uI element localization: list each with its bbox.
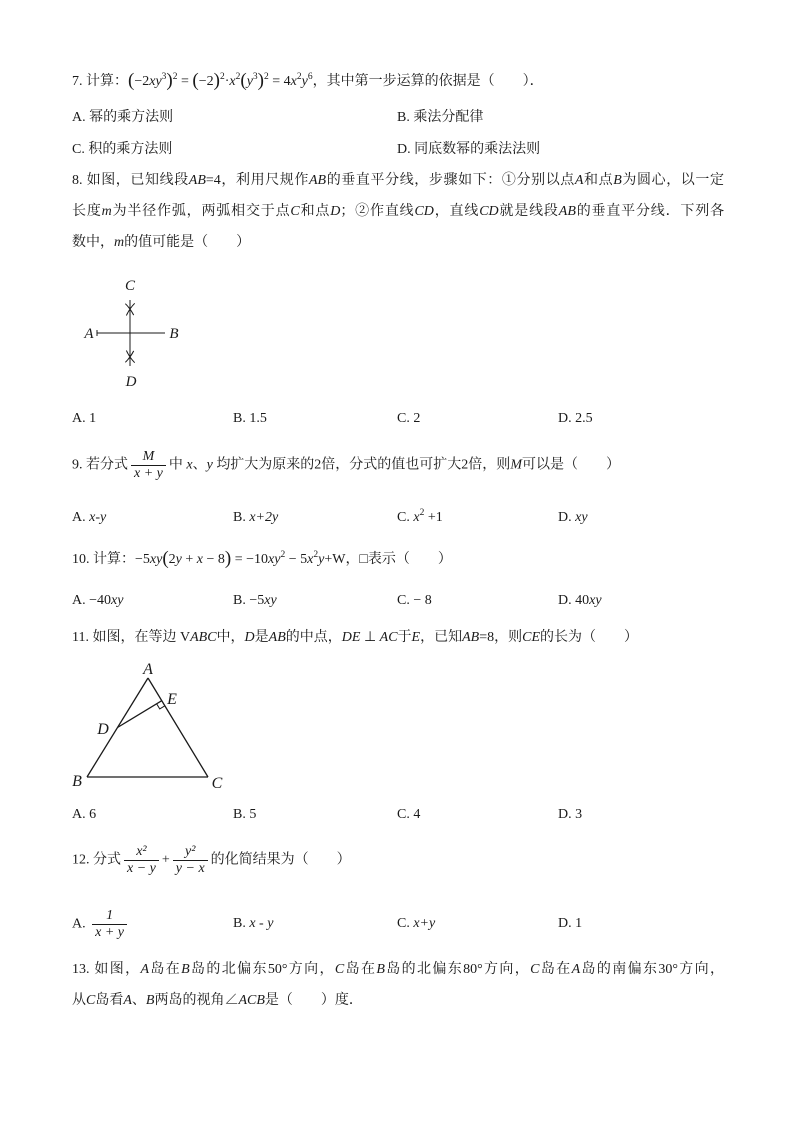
option-b [397, 102, 483, 133]
text-run: 可以是（ ） [521, 457, 620, 473]
fraction-numerator: y² [185, 844, 196, 859]
math-variable: DE [341, 630, 361, 645]
math-variable: E [411, 630, 421, 645]
text-run: = 4 [268, 74, 291, 89]
text-run: 两岛的视角∠ [154, 993, 239, 1008]
superscript: 2 [235, 72, 241, 82]
question-13-stem-line-1 [72, 954, 724, 985]
label-e: E [167, 691, 177, 708]
label-d: D [97, 721, 109, 738]
equilateral-triangle-figure [60, 655, 230, 795]
option-c [397, 585, 432, 616]
text-run: 长度 [72, 204, 102, 219]
math-variable: x+2y [249, 510, 279, 525]
option-c [72, 134, 172, 165]
text-run: · [224, 74, 230, 89]
fraction [92, 908, 127, 941]
text-run: 中 [168, 457, 187, 473]
text-run: A. −40 [72, 593, 112, 608]
option-b [233, 403, 267, 434]
text-run: ，已知 [420, 630, 463, 645]
text-run: =4，利用尺规作 [205, 173, 309, 188]
option-d [558, 908, 582, 939]
option-c [397, 502, 443, 533]
math-variable: CD [414, 204, 434, 219]
superscript: 2 [263, 72, 269, 82]
text-run: 是（ ）度． [264, 993, 363, 1008]
math-bracket: ( [192, 70, 199, 91]
option-d [558, 585, 602, 616]
math-variable: m [114, 235, 125, 250]
text-run: B. [233, 510, 250, 525]
option-c [397, 403, 420, 434]
math-variable: AB [462, 630, 480, 645]
text-run: = [177, 74, 193, 89]
text-run: + [161, 852, 170, 868]
text-run: 9. 若分式 [72, 457, 128, 473]
text-run: 岛的北偏东50°方向， [189, 962, 335, 977]
math-variable: AB [309, 173, 327, 188]
option-a [72, 799, 96, 830]
text-run: = −10 [231, 552, 269, 567]
fraction-denominator: x + y [131, 465, 166, 482]
math-variable: B [376, 962, 385, 977]
text-run: D. 2.5 [558, 411, 593, 426]
math-variable: x [307, 552, 314, 567]
math-bracket: ( [162, 548, 169, 569]
text-run: 中， [216, 630, 245, 645]
math-variable: xy [111, 593, 124, 608]
side-ac [148, 678, 208, 777]
text-run: C. [397, 510, 414, 525]
option-b [233, 799, 256, 830]
question-9-stem [72, 449, 724, 480]
label-d: D [125, 374, 137, 390]
math-variable: M [510, 457, 522, 473]
question-10-stem [72, 544, 724, 575]
math-bracket: ) [166, 70, 173, 91]
text-run: A. 6 [72, 807, 97, 822]
math-bracket: ( [240, 70, 247, 91]
question-7-stem [72, 66, 724, 97]
text-run: D. 3 [558, 807, 583, 822]
text-run: +1 [424, 510, 443, 525]
fraction-numerator: x² [136, 844, 147, 859]
label-c: C [124, 278, 136, 294]
math-variable: m [101, 204, 112, 219]
text-run: 11. 如图，在等边 V [72, 630, 191, 645]
math-variable: C [334, 962, 345, 977]
text-run: A. [72, 510, 90, 525]
fraction [131, 449, 166, 482]
superscript: 2 [313, 550, 319, 560]
math-variable: x - y [249, 916, 274, 931]
text-run: 岛在 [149, 962, 182, 977]
option-d [558, 799, 582, 830]
text-run: 的垂直平分线．下列各 [575, 204, 725, 219]
math-variable: CD [479, 204, 499, 219]
option-b [233, 585, 277, 616]
question-12-stem [72, 844, 724, 875]
text-run: B. 1.5 [233, 411, 267, 426]
superscript: 2 [419, 508, 425, 518]
label-b: B [169, 326, 179, 342]
option-a [72, 502, 106, 533]
text-run: 7. 计算： [72, 74, 128, 89]
text-run: A. 1 [72, 411, 97, 426]
superscript: 2 [219, 72, 225, 82]
label-a: A [143, 661, 153, 678]
fraction-denominator: y − x [173, 860, 208, 877]
math-bracket: ( [128, 70, 135, 91]
text-run: D. 1 [558, 916, 583, 931]
text-run: 的长为（ ） [540, 630, 639, 645]
math-bracket: ) [224, 548, 232, 569]
question-8-stem-line-2 [72, 196, 724, 227]
math-variable: xy [575, 510, 588, 525]
text-run: A. 幂的乘方法则 [72, 110, 174, 125]
math-variable: AB [268, 630, 286, 645]
math-variable: y [206, 457, 213, 473]
text-run: 的中点， [285, 630, 342, 645]
text-run: − 5 [285, 552, 308, 567]
fraction-denominator: x − y [124, 860, 159, 877]
text-run: =8，则 [479, 630, 523, 645]
math-variable: xy [149, 552, 163, 567]
text-run: D. 40 [558, 593, 590, 608]
option-d [558, 502, 588, 533]
option-b [233, 502, 278, 533]
math-variable: x [290, 74, 297, 89]
math-variable: CE [522, 630, 541, 645]
fraction-numerator: M [142, 449, 155, 464]
text-run: 的垂直平分线，步骤如下：①分别以点 [326, 173, 575, 188]
text-run: C. 积的乘方法则 [72, 142, 173, 157]
math-bracket: ) [213, 70, 220, 91]
option-c [397, 799, 420, 830]
math-variable: A [123, 993, 132, 1008]
option-a [72, 102, 173, 133]
label-c: C [211, 775, 223, 792]
math-variable: C [530, 962, 540, 977]
text-run: 10. 计算：−5 [72, 552, 150, 567]
label-b: B [72, 773, 82, 790]
text-run: +W，□表示（ ） [324, 552, 452, 567]
option-c [397, 908, 435, 939]
math-variable: ACB [238, 993, 265, 1008]
superscript: 3 [161, 72, 167, 82]
text-run: 岛在 [539, 962, 572, 977]
math-variable: B [613, 173, 622, 188]
question-8-stem-line-3 [72, 227, 724, 258]
text-run: A. [72, 916, 90, 932]
superscript: 2 [296, 72, 302, 82]
text-run: 2 [168, 552, 176, 567]
text-run: ，其中第一步运算的依据是（ ）． [312, 74, 544, 89]
label-a: A [84, 326, 94, 342]
superscript: 6 [307, 72, 313, 82]
text-run: 、 [131, 993, 146, 1008]
math-variable: y [318, 552, 325, 567]
segment-de [118, 701, 162, 728]
text-run: 和点 [299, 204, 331, 219]
text-run: 于 [397, 630, 412, 645]
text-run: 就是线段 [498, 204, 559, 219]
superscript: 2 [280, 550, 286, 560]
fraction-denominator: x + y [92, 924, 127, 941]
superscript: 2 [172, 72, 178, 82]
math-variable: B [181, 962, 190, 977]
fraction [124, 844, 159, 877]
math-bracket: ) [257, 70, 264, 91]
math-variable: A [140, 962, 150, 977]
text-run: 13. 如图， [72, 962, 141, 977]
fraction-numerator: 1 [106, 908, 114, 923]
math-variable: y [246, 74, 253, 89]
text-run: C. − 8 [397, 593, 432, 608]
text-run: − 8 [203, 552, 225, 567]
text-run: 从 [72, 993, 86, 1008]
text-run: ⊥ [360, 630, 380, 645]
text-run: 和点 [583, 173, 614, 188]
math-variable: x [229, 74, 236, 89]
text-run: B. −5 [233, 593, 265, 608]
math-variable: xy [589, 593, 602, 608]
text-run: 岛在 [344, 962, 377, 977]
option-d [558, 403, 593, 434]
text-run: B. [233, 916, 250, 931]
option-a [72, 585, 123, 616]
option-b [233, 908, 273, 939]
math-variable: A [571, 962, 581, 977]
text-run: −2 [134, 74, 150, 89]
math-variable: AB [558, 204, 576, 219]
text-run: C. [397, 916, 414, 931]
text-run: 、 [192, 457, 207, 473]
option-a [72, 908, 130, 939]
math-variable: AC [379, 630, 398, 645]
text-run: 岛的北偏东80°方向， [384, 962, 531, 977]
text-run: 的值可能是（ ） [124, 235, 251, 250]
math-variable: x [413, 510, 420, 525]
text-run: 岛的南偏东30°方向， [580, 962, 725, 977]
text-run: 8. 如图，已知线段 [72, 173, 189, 188]
option-a [72, 403, 96, 434]
text-run: + [181, 552, 197, 567]
text-run: C. 2 [397, 411, 421, 426]
text-run: B. 5 [233, 807, 257, 822]
perpendicular-bisector-figure [80, 272, 190, 394]
question-8-stem-line-1 [72, 165, 724, 196]
text-run: 为半径作弧，两弧相交于点 [111, 204, 291, 219]
math-variable: xy [264, 593, 277, 608]
math-variable: y [301, 74, 308, 89]
text-run: 为圆心，以一定 [621, 173, 725, 188]
question-11-stem [72, 622, 724, 653]
text-run: 的化简结果为（ ） [210, 852, 351, 868]
text-run: D. [558, 510, 576, 525]
option-d [397, 134, 540, 165]
fraction [173, 844, 208, 877]
math-variable: y [175, 552, 182, 567]
text-run: 12. 分式 [72, 852, 121, 868]
text-run: D. 同底数幂的乘法法则 [397, 142, 541, 157]
text-run: 均扩大为原来的2倍，分式的值也可扩大2倍，则 [212, 457, 511, 473]
text-run: C. 4 [397, 807, 421, 822]
math-variable: C [86, 993, 96, 1008]
text-run: ；②作直线 [340, 204, 415, 219]
math-variable: xy [268, 552, 281, 567]
math-variable: x [186, 457, 193, 473]
question-13-stem-line-2 [72, 985, 724, 1016]
superscript: 3 [252, 72, 258, 82]
text-run: B. 乘法分配律 [397, 110, 484, 125]
math-variable: A [574, 173, 584, 188]
math-variable: C [290, 204, 300, 219]
text-run: 数中， [72, 235, 114, 250]
math-variable: xy [149, 74, 162, 89]
math-variable: AB [188, 173, 206, 188]
math-variable: B [145, 993, 155, 1008]
text-run: 是 [254, 630, 269, 645]
math-variable: x-y [89, 510, 107, 525]
text-run: 岛看 [95, 993, 124, 1008]
text-run: ，直线 [433, 204, 480, 219]
math-variable: D [330, 204, 341, 219]
math-variable: D [244, 630, 255, 645]
math-variable: x [196, 552, 204, 567]
text-run: −2 [198, 74, 214, 89]
math-variable: x+y [413, 916, 436, 931]
math-variable: ABC [190, 630, 217, 645]
